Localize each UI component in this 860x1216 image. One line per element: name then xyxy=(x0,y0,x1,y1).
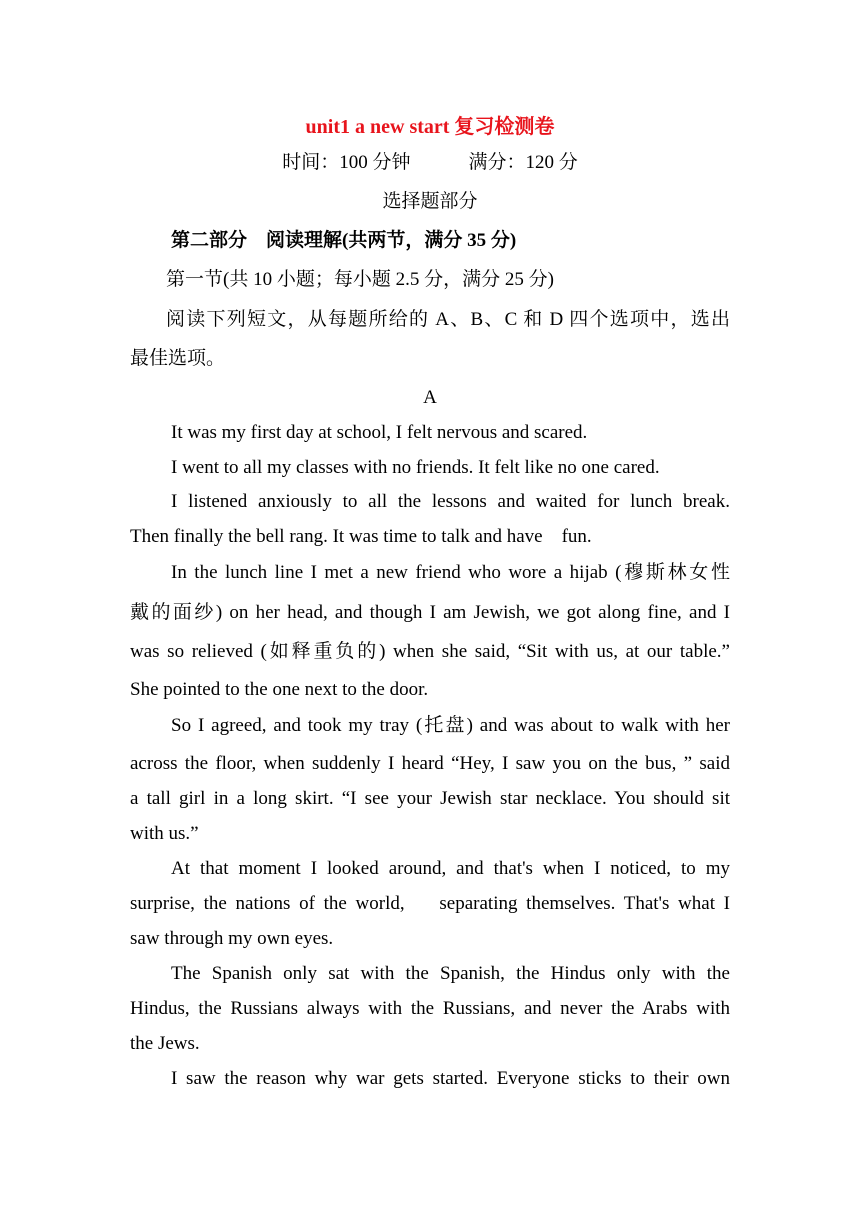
passage-line: I listened anxiously to all the lessons and waited for lunch break. xyxy=(171,491,730,512)
passage-line: At that moment I looked around, and that's when I noticed, to my xyxy=(171,858,730,879)
exam-meta xyxy=(130,151,730,175)
passage-line: saw through my own eyes. xyxy=(130,928,334,949)
passage-line: across the floor, when suddenly I heard “Hey, I saw you on the bus, ” said xyxy=(130,753,730,774)
passage-line: The Spanish only sat with the Spanish, the Hindus only with the xyxy=(171,963,730,984)
passage-line: a tall girl in a long skirt. “I see your Jewish star necklace. You should sit xyxy=(130,788,730,809)
passage-line: I saw the reason why war gets started. Everyone sticks to their own xyxy=(171,1068,730,1089)
passage-line: Hindus, the Russians always with the Russians, and never the Arabs with xyxy=(130,998,730,1019)
part-heading: 第二部分 阅读理解(共两节，满分 35 分) xyxy=(171,230,517,251)
instruction-line-2: 最佳选项。 xyxy=(130,348,226,369)
passage-line: She pointed to the one next to the door. xyxy=(130,679,429,700)
time-info: 时间：100 分钟 xyxy=(282,152,411,173)
passage-line: It was my first day at school, I felt nervous and scared. xyxy=(171,422,588,443)
section-label: 选择题部分 xyxy=(382,191,478,212)
instruction-line-1: 阅读下列短文，从每题所给的 A、B、C 和 D 四个选项中，选出 xyxy=(166,309,730,330)
passage-line: with us.” xyxy=(130,823,199,844)
passage-line: Then finally the bell rang. It was time to talk and have fun. xyxy=(130,526,592,547)
passage-line: So I agreed, and took my tray (托盘) and was about to walk with her xyxy=(171,715,730,736)
passage-line: 戴的面纱) on her head, and though I am Jewish, we got along fine, and I xyxy=(130,602,730,623)
passage-line: I went to all my classes with no friends. It felt like no one cared. xyxy=(171,457,660,478)
score-info: 满分：120 分 xyxy=(468,152,578,173)
section-one-heading: 第一节(共 10 小题；每小题 2.5 分，满分 25 分) xyxy=(166,269,554,290)
passage-line: was so relieved (如释重负的) when she said, “Sit with us, at our table.” xyxy=(130,641,730,662)
document-title: unit1 a new start 复习检测卷 xyxy=(305,116,555,138)
passage-line: the Jews. xyxy=(130,1033,200,1054)
passage-line: surprise, the nations of the world, separating themselves. That's what I xyxy=(130,893,730,914)
passage-letter: A xyxy=(423,387,437,408)
passage-line: In the lunch line I met a new friend who wore a hijab (穆斯林女性 xyxy=(171,562,730,583)
